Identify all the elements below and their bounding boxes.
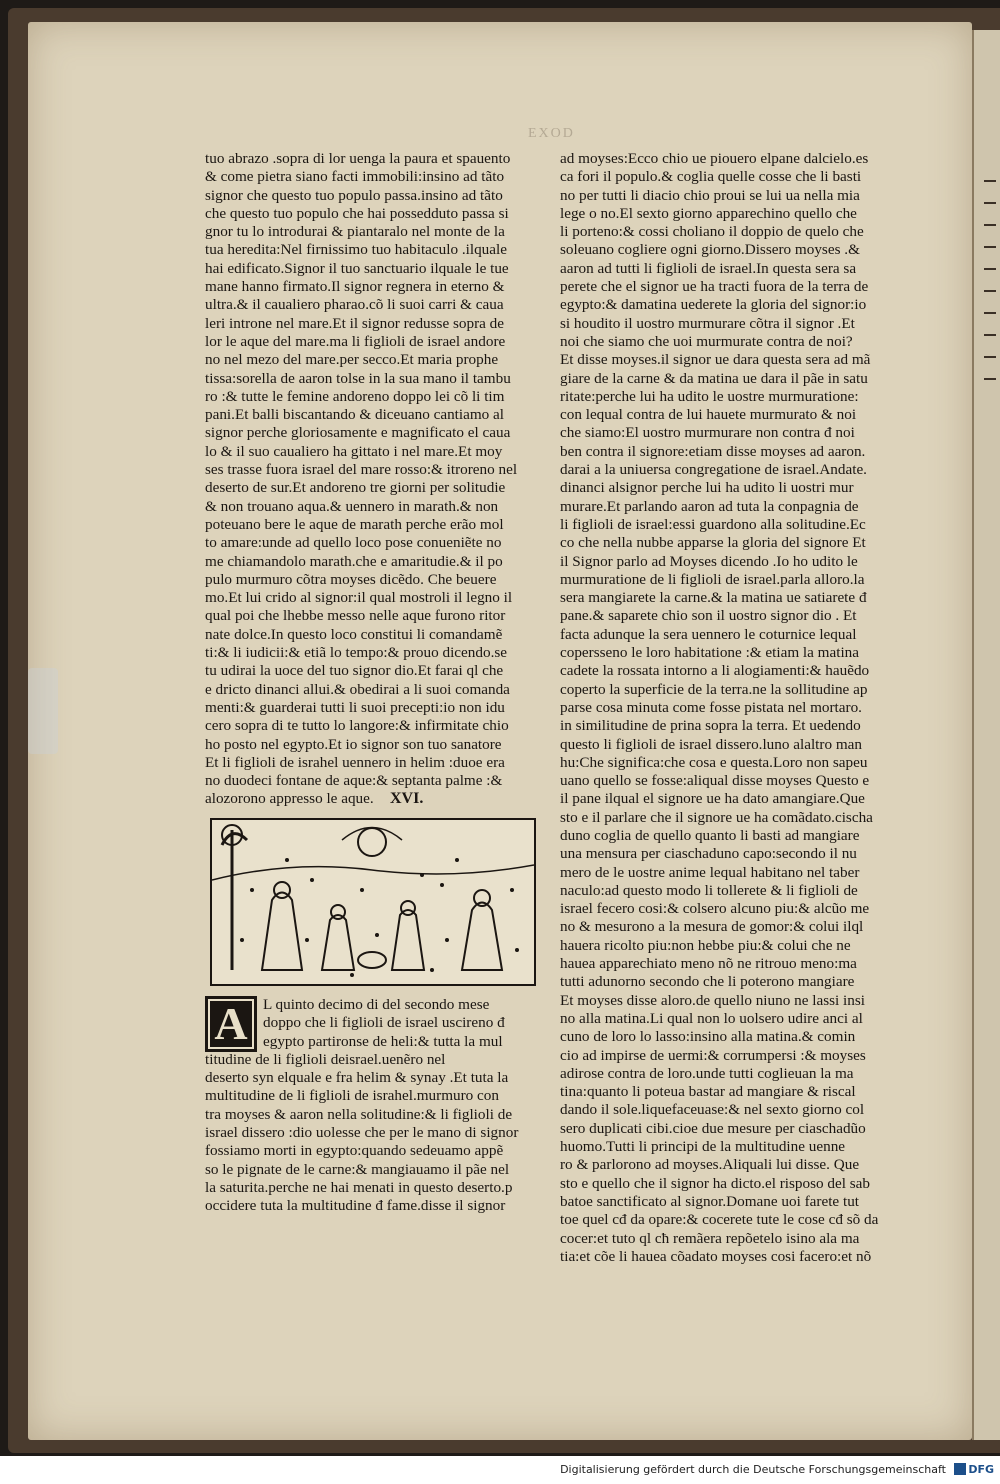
text-line: giare de la carne & da matina ue dara il pãe in satu: [560, 369, 868, 387]
text-line: duno coglia de quello quanto li basti ad mangiare: [560, 826, 860, 844]
text-line: cadete la rossata intorno a li alogiamenti:& hauẽdo: [560, 662, 870, 680]
text-line: no alla matina.Li qual non lo uolsero udire anci al: [560, 1009, 863, 1027]
text-line: co che nella nubbe apparse la gloria del signore Et: [560, 534, 866, 552]
text-line: titudine de li figlioli deisrael.uenẽro nel: [205, 1050, 446, 1068]
text-line: ses trasse fuora israel del mare rosso:& itroreno nel: [205, 461, 518, 479]
left-column-top: [205, 150, 542, 809]
text-line: nate dolce.In questo loco constitui li comandamẽ: [205, 625, 503, 643]
text-line: ritate:perche lui ha udito le uostre murmuratione:: [560, 387, 859, 405]
text-line: dando il sole.liquefaceuase:& nel sexto giorno col: [560, 1101, 865, 1119]
text-line: sero duplicati cibi.cioe due mesure per ciaschadũo: [560, 1119, 866, 1137]
footer-text: Digitalisierung gefördert durch die Deutsche Forschungsgemeinschaft: [560, 1463, 946, 1476]
text-line: & non trouano aqua.& uennero in marath.& non: [205, 497, 499, 515]
text-line: occidere tuta la multitudine đ fame.disse il signor: [205, 1197, 506, 1215]
text-line: no per tutti li diacio chio proui se lui ua nella mia: [560, 186, 860, 204]
text-line: ro :& tutte le femine andoreno doppo lei cõ li tim: [205, 387, 505, 405]
text-line: ad moyses:Ecco chio ue piouero elpane dalcielo.es: [560, 150, 869, 167]
text-line: Et li figlioli de israhel uennero in helim :duoe era: [205, 753, 505, 771]
text-line: murmuratione de li figlioli de israel.parla alloro.la: [560, 570, 865, 588]
text-line: batoe sanctificato al signor.Domane uoi farete tut: [560, 1192, 860, 1210]
text-line: no nel mezo del mare.per secco.Et maria prophe: [205, 351, 499, 369]
text-line: multitudine de li figlioli de israhel.murmuro con: [205, 1087, 499, 1105]
text-line: hai edificato.Signor il tuo sanctuario ilquale le tue: [205, 259, 509, 277]
text-line: sto e il parlare che il signore ue ha comãdato.cischa: [560, 808, 873, 826]
text-line: signor perche gloriosamente e magnificato el caua: [205, 424, 511, 442]
dfg-logo: [954, 1462, 994, 1476]
text-line: li porteno:& cossi choliano il doppio de quelo che: [560, 223, 864, 241]
text-line: che questo tuo populo che hai possedduto passa si: [205, 204, 509, 222]
text-line: L quinto decimo di del secondo mese: [263, 996, 490, 1013]
text-line: in similitudine de prina sopra la terra. Et uedendo: [560, 717, 861, 735]
text-line: qual poi che lhebbe messo nelle aque furono ritor: [205, 607, 506, 625]
text-line: ca fori il populo.& coglia quelle cosse che li basti: [560, 168, 862, 186]
decorated-initial: A: [205, 996, 257, 1052]
right-column: [560, 150, 908, 1266]
text-line: adirose contra de loro.unde tutti coglieuan la ma: [560, 1064, 854, 1082]
text-line: lo & il suo caualiero ha gittato i nel mare.Et moy: [205, 442, 503, 460]
text-line: e dricto dinanci allui.& obedirai a li suoi comanda: [205, 680, 510, 698]
text-line: soleuano cogliere ogni giorno.Dissero moyses .&: [560, 241, 860, 259]
text-line: ro & parlorono ad moyses.Aliquali lui disse. Que: [560, 1156, 860, 1174]
text-line: Et moyses disse aloro.de quello niuno ne lassi insi: [560, 991, 865, 1009]
text-line: una mensura per ciaschaduno capo:secondo il nu: [560, 845, 857, 863]
text-line: cero sopra di te tutto lo langore:& infirmitate chio: [205, 717, 509, 735]
text-line: il pane ilqual el signore ue ha dato amangiare.Que: [560, 790, 865, 808]
text-line: huomo.Tutti li principi de la multitudine uenne: [560, 1138, 846, 1156]
text-line: alozorono appresso le aque.: [205, 790, 374, 808]
text-line: sto e quello che il signor ha dicto.el risposo del sab: [560, 1174, 871, 1192]
text-line: parse cosa minuta come fosse pistata nel mortaro.: [560, 698, 862, 716]
text-line: tra moyses & aaron nella solitudine:& li figlioli de: [205, 1105, 513, 1123]
dfg-logo-text: DFG: [968, 1462, 994, 1476]
text-line: aaron ad tutti li figlioli de israel.In questa sera sa: [560, 259, 857, 277]
text-line: israel fecero cosi:& colsero alcuno piu:& alcũo me: [560, 900, 870, 918]
text-line: leri introne nel mare.Et il signor redusse sopra de: [205, 314, 505, 332]
text-line: signor che questo tuo populo passa.insino ad tãto: [205, 186, 503, 204]
text-line: li figlioli de israel:essi guardono alla solitudine.Ec: [560, 515, 866, 533]
text-line: ben contra il signore:etiam disse moyses ad aaron.: [560, 442, 866, 460]
text-line: perete che el signor ue ha tracti fuora de la terra de: [560, 278, 869, 296]
text-line: Et disse moyses.il signor ue dara questa sera ad mã: [560, 351, 871, 369]
text-line: deserto syn elquale e fra helim & synay .Et tuta la: [205, 1069, 509, 1087]
text-line: naculo:ad questo modo li tollerete & li figlioli de: [560, 881, 858, 899]
text-line: cocer:et tuto ql cħ remãera repõetelo isino ala ma: [560, 1229, 860, 1247]
text-line: hauea apparechiato meno nõ ne ritrouo meno:ma: [560, 955, 857, 973]
text-line: so le pignate de le carne:& mangiauamo il pãe nel: [205, 1160, 510, 1178]
text-line: no duodeci fontane de aque:& septanta palme :&: [205, 772, 503, 790]
text-line: questo li figlioli de israel dissero.luno alaltro man: [560, 735, 862, 753]
text-line: tua heredita:Nel firnissimo tuo habitaculo .ilquale: [205, 241, 507, 259]
running-head: EXOD: [528, 126, 575, 141]
text-line: facta adunque la sera uennero le coturnice lequal: [560, 625, 857, 643]
text-line: darai a la uniuersa congregatione de israel.Andate.: [560, 461, 867, 479]
text-line: poteuano bere le aque de marath perche erão mol: [205, 515, 504, 533]
text-line: pulo murmuro cõtra moyses dicẽdo. Che beuere: [205, 570, 497, 588]
woodcut-scene: [212, 820, 534, 984]
text-line: sera mangiarete la carne.& la matina ue satiarete đ: [560, 589, 867, 607]
text-line: ultra.& il caualiero pharao.cõ li suoi carri & caua: [205, 296, 504, 314]
text-line: il Signor parlo ad Moyses dicendo .Io ho udito le: [560, 552, 858, 570]
text-line: to amare:unde ad quello loco pose conueniẽte no: [205, 534, 502, 552]
text-line: mo.Et lui crido al signor:il qual mostroli il legno il: [205, 589, 513, 607]
text-line: tia:et cõe li hauea cõadato moyses cosi facero:et nõ: [560, 1247, 872, 1265]
text-line: hauera ricolto piu:non hebbe piu:& colui che ne: [560, 936, 851, 954]
text-line: egypto partironse de heli:& tutta la mul: [263, 1032, 503, 1050]
text-line: che siamo:El uostro murmurare non contra đ noi: [560, 424, 855, 442]
text-line: doppo che li figlioli de israel uscireno đ: [263, 1014, 505, 1032]
text-line: deserto de sur.Et andoreno tre giorni per solitudie: [205, 479, 506, 497]
dfg-logo-icon: [954, 1463, 966, 1475]
text-line: tissa:sorella de aaron tolse in la sua mano il tambu: [205, 369, 511, 387]
woodcut-illustration: [210, 818, 536, 986]
text-line: si houdito il uostro murmurare cõtra il signor .Et: [560, 314, 855, 332]
text-line: me chiamandolo marath.che e amaritudie.& il po: [205, 552, 503, 570]
next-page-edge: [972, 30, 1000, 1440]
text-line: ho posto nel egypto.Et io signor son tuo sanatore: [205, 735, 502, 753]
text-line: israel dissero :dio uolesse che per le mano di signor: [205, 1124, 519, 1142]
text-line: egypto:& damatina uederete la gloria del signor:io: [560, 296, 867, 314]
text-line: cio ad impirse de uermi:& corrumpersi :& moyses: [560, 1046, 866, 1064]
text-line: tina:quanto li poteua bastar ad mangiare & riscal: [560, 1083, 856, 1101]
left-column-bottom: [205, 996, 542, 1216]
text-line: & come pietra siano facti immobili:insino ad tãto: [205, 168, 505, 186]
text-line: mero de le uostre anime lequal habitano nel taber: [560, 863, 860, 881]
text-line: pani.Et balli biscantando & diceuano cantiamo al: [205, 406, 505, 424]
page-clip: [28, 668, 58, 754]
footer-bar: [0, 1456, 1000, 1484]
text-line: no & mesurono a la mesura de gomor:& colui ilql: [560, 918, 864, 936]
text-line: toe quel cđ da opare:& cocerete tute le cose cđ sõ da: [560, 1211, 879, 1229]
text-line: murare.Et parlando aaron ad tuta la conpagnia de: [560, 497, 859, 515]
text-line: coperto la superficie de la terra.ne la sollitudine ap: [560, 680, 868, 698]
text-line: pane.& saparete chio son il uostro signor dio . Et: [560, 607, 857, 625]
text-line: gnor tu lo introdurai & piantaralo nel monte de la: [205, 223, 505, 241]
text-line: cuno de loro lo lasso:insino alla matina.& comin: [560, 1028, 856, 1046]
text-line: tuo abrazo .sopra di lor uenga la paura et spauento: [205, 150, 511, 167]
text-line: mane hanno firmato.Il signor regnera in eterno &: [205, 278, 505, 296]
text-line: lege o no.El sexto giorno apparechino quello che: [560, 204, 857, 222]
text-line: uano quello se fosse:aliqual disse moyses Questo e: [560, 772, 870, 790]
text-line: la saturita.perche ne hai menati in questo deserto.p: [205, 1178, 513, 1196]
text-line: con lequal contra de lui hauete murmurato & noi: [560, 406, 857, 424]
text-line: tutti adunorno secondo che li poterono mangiare: [560, 973, 855, 991]
text-line: noi che siamo che uoi murmurate contra de noi?: [560, 332, 853, 350]
chapter-number: XVI.: [390, 790, 424, 807]
text-line: menti:& guarderai tutti li suoi precepti:io non idu: [205, 698, 505, 716]
text-line: hu:Che significa:che cosa e questa.Loro non sapeu: [560, 753, 868, 771]
text-line: fossiamo morti in egypto:quando sedeuamo appẽ: [205, 1142, 504, 1160]
text-line: dinanci alsignor perche lui ha udito li uostri mur: [560, 479, 854, 497]
text-line: tu udirai la uoce del tuo signor dio.Et farai ql che: [205, 662, 504, 680]
text-line: ti:& li iudicii:& etiã lo tempo:& prouo dicendo.se: [205, 644, 508, 662]
text-line: copersseno le loro habitatione :& etiam la matina: [560, 644, 860, 662]
text-line: lor le aque del mare.ma li figlioli de israel andore: [205, 332, 506, 350]
